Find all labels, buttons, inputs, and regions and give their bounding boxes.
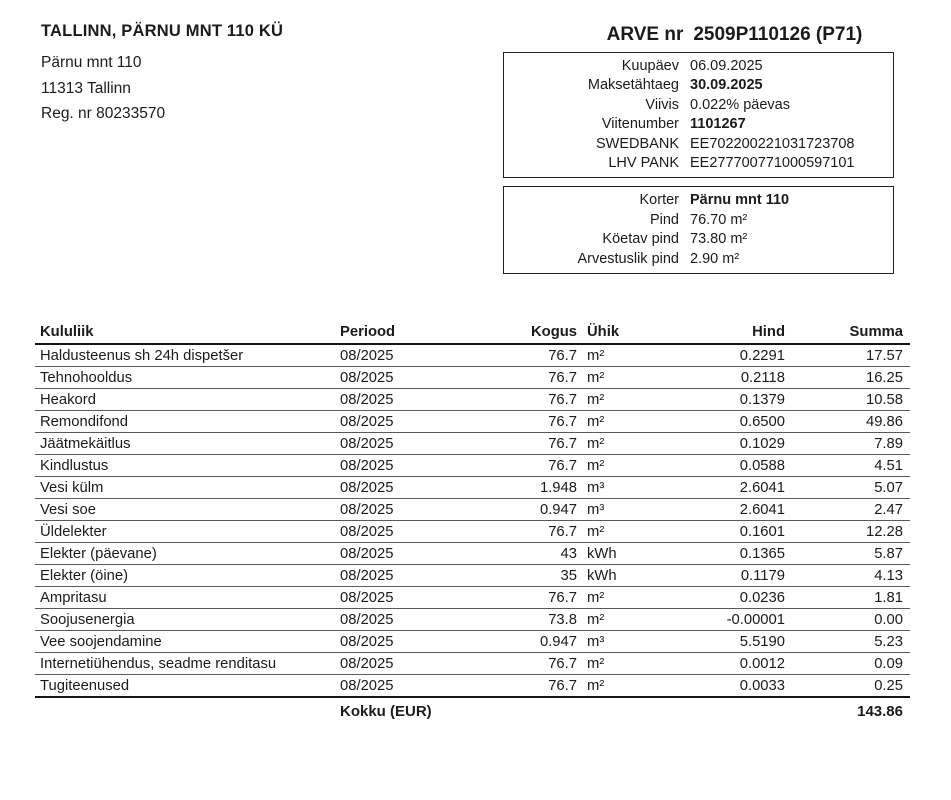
info-label: Viitenumber: [601, 116, 679, 133]
column-header-hind: Hind: [752, 324, 785, 340]
table-row: [35, 367, 910, 389]
cell-summa: 0.25: [874, 677, 903, 694]
table-row: [35, 411, 910, 433]
cell-summa: 5.87: [874, 545, 903, 562]
cell-kogus: 76.7: [548, 589, 577, 606]
table-row: [35, 345, 910, 367]
info-label: Köetav pind: [602, 231, 679, 248]
column-header-kogus: Kogus: [530, 324, 577, 340]
cell-kogus: 76.7: [548, 655, 577, 672]
table-row: [35, 389, 910, 411]
cell-kogus: 0.947: [539, 501, 577, 518]
column-header-summa: Summa: [849, 324, 903, 340]
cell-periood: 08/2025: [340, 523, 394, 540]
info-row: [512, 211, 885, 230]
cell-hind: 0.2118: [740, 369, 785, 386]
info-label: Viivis: [645, 96, 679, 113]
cell-uhik: m²: [587, 655, 605, 672]
cell-periood: 08/2025: [340, 369, 394, 386]
cell-summa: 10.58: [865, 391, 903, 408]
invoice-info-box: [503, 52, 894, 178]
cell-uhik: m³: [587, 501, 605, 518]
apartment-info-box: [503, 186, 894, 274]
cell-periood: 08/2025: [340, 655, 394, 672]
table-row: [35, 675, 910, 696]
cell-kululiik: Vesi külm: [40, 479, 104, 496]
cell-kogus: 76.7: [548, 347, 577, 364]
cell-periood: 08/2025: [340, 457, 394, 474]
cell-kululiik: Internetiühendus, seadme renditasu: [40, 655, 277, 672]
table-row: [35, 455, 910, 477]
info-row: [512, 250, 885, 269]
cell-kogus: 0.947: [539, 633, 577, 650]
invoice-title: [503, 24, 894, 46]
cell-periood: 08/2025: [340, 545, 394, 562]
total-spacer: [35, 703, 340, 720]
cell-summa: 5.07: [874, 479, 903, 496]
cell-periood: 08/2025: [340, 501, 394, 518]
info-row: [512, 230, 885, 249]
total-row: [35, 698, 910, 720]
cell-kululiik: Tehnohooldus: [40, 369, 133, 386]
cell-uhik: m²: [587, 457, 605, 474]
info-value: 76.70 m²: [690, 211, 748, 228]
cell-kogus: 76.7: [548, 413, 577, 430]
charges-table-body: [35, 345, 910, 698]
cell-summa: 5.23: [874, 633, 903, 650]
cell-hind: 0.1379: [739, 391, 785, 408]
table-row: [35, 631, 910, 653]
cell-kululiik: Remondifond: [40, 413, 129, 430]
cell-uhik: m²: [587, 589, 605, 606]
cell-summa: 4.13: [874, 567, 903, 584]
cell-uhik: m²: [587, 369, 605, 386]
sender-name: TALLINN, PÄRNU MNT 110 KÜ: [41, 22, 284, 40]
info-value: EE702200221031723708: [690, 135, 855, 152]
info-value: Pärnu mnt 110: [690, 192, 790, 209]
cell-kululiik: Vee soojendamine: [40, 633, 162, 650]
cell-uhik: kWh: [587, 545, 617, 562]
table-row: [35, 587, 910, 609]
cell-periood: 08/2025: [340, 347, 394, 364]
cell-summa: 16.25: [865, 369, 903, 386]
cell-uhik: m³: [587, 479, 605, 496]
charges-table: [35, 324, 910, 720]
table-row: [35, 653, 910, 675]
cell-periood: 08/2025: [340, 589, 394, 606]
cell-summa: 2.47: [874, 501, 903, 518]
cell-hind: 0.0012: [739, 655, 785, 672]
cell-hind: 0.1179: [740, 567, 785, 584]
info-row: [512, 154, 885, 173]
cell-kululiik: Jäätmekäitlus: [40, 435, 131, 452]
sender-city: 11313 Tallinn: [41, 79, 131, 97]
column-header-periood: Periood: [340, 324, 396, 340]
cell-hind: 0.0588: [739, 457, 785, 474]
sender-reg-number: Reg. nr 80233570: [41, 105, 166, 122]
cell-kululiik: Kindlustus: [40, 457, 109, 474]
cell-kululiik: Ampritasu: [40, 589, 107, 606]
sender-block: [41, 22, 283, 127]
cell-kogus: 76.7: [548, 369, 577, 386]
cell-hind: 2.6041: [739, 479, 785, 496]
cell-summa: 7.89: [874, 435, 903, 452]
cell-kululiik: Elekter (öine): [40, 567, 128, 584]
cell-periood: 08/2025: [340, 611, 394, 628]
cell-periood: 08/2025: [340, 633, 394, 650]
cell-kogus: 76.7: [548, 391, 577, 408]
total-value: 143.86: [857, 703, 903, 720]
info-value: 2.90 m²: [690, 250, 740, 267]
cell-uhik: m²: [587, 523, 605, 540]
table-row: [35, 433, 910, 455]
cell-uhik: m²: [587, 413, 605, 430]
cell-kululiik: Tugiteenused: [40, 677, 130, 694]
cell-kululiik: Üldelekter: [40, 523, 107, 540]
cell-kogus: 76.7: [548, 435, 577, 452]
cell-periood: 08/2025: [340, 479, 394, 496]
cell-kululiik: Elekter (päevane): [40, 545, 157, 562]
info-label: Kuupäev: [621, 58, 679, 74]
cell-summa: 4.51: [874, 457, 903, 474]
table-row: [35, 499, 910, 521]
cell-kogus: 35: [560, 567, 577, 584]
info-value: 06.09.2025: [690, 58, 763, 74]
info-label: Korter: [639, 192, 679, 209]
table-row: [35, 543, 910, 565]
cell-periood: 08/2025: [340, 567, 394, 584]
cell-hind: 0.1365: [739, 545, 785, 562]
info-row: [512, 191, 885, 210]
table-row: [35, 521, 910, 543]
cell-summa: 1.81: [874, 589, 903, 606]
table-row: [35, 477, 910, 499]
cell-hind: 0.6500: [739, 413, 785, 430]
info-label: Arvestuslik pind: [577, 250, 679, 267]
info-label: Maksetähtaeg: [587, 77, 679, 94]
cell-hind: 0.1601: [739, 523, 785, 540]
cell-summa: 0.00: [874, 611, 903, 628]
cell-hind: 5.5190: [739, 633, 785, 650]
cell-periood: 08/2025: [340, 413, 394, 430]
total-label: Kokku (EUR): [340, 703, 432, 720]
table-row: [35, 609, 910, 631]
info-label: LHV PANK: [608, 155, 679, 172]
cell-summa: 0.09: [874, 655, 903, 672]
info-value: 73.80 m²: [690, 231, 748, 248]
cell-summa: 49.86: [865, 413, 903, 430]
cell-periood: 08/2025: [340, 391, 394, 408]
cell-kogus: 76.7: [548, 523, 577, 540]
cell-hind: -0.00001: [726, 611, 785, 628]
info-row: [512, 76, 885, 95]
cell-kululiik: Haldusteenus sh 24h dispetšer: [40, 347, 244, 364]
invoice-number: 2509P110126 (P71): [693, 24, 863, 45]
invoice-title-label: ARVE nr: [606, 24, 684, 45]
info-label: SWEDBANK: [596, 135, 679, 152]
cell-uhik: m²: [587, 677, 605, 694]
table-row: [35, 565, 910, 587]
cell-periood: 08/2025: [340, 677, 394, 694]
cell-uhik: m²: [587, 435, 605, 452]
cell-uhik: m³: [587, 633, 605, 650]
info-label: Pind: [649, 211, 679, 228]
invoice-header-column: [503, 24, 894, 274]
cell-uhik: kWh: [587, 567, 617, 584]
cell-uhik: m²: [587, 347, 605, 364]
column-header-kululiik: Kululiik: [40, 324, 94, 340]
cell-kululiik: Soojusenergia: [40, 611, 135, 628]
info-row: [512, 115, 885, 134]
charges-table-header: [35, 324, 910, 345]
info-row: [512, 135, 885, 154]
cell-uhik: m²: [587, 391, 605, 408]
cell-hind: 0.2291: [739, 347, 785, 364]
info-value: EE277700771000597101: [690, 155, 855, 172]
cell-hind: 0.0236: [739, 589, 785, 606]
cell-kogus: 1.948: [539, 479, 577, 496]
cell-periood: 08/2025: [340, 435, 394, 452]
cell-summa: 17.57: [865, 347, 903, 364]
cell-kululiik: Vesi soe: [40, 501, 96, 518]
cell-kogus: 43: [560, 545, 577, 562]
cell-kogus: 76.7: [548, 677, 577, 694]
cell-summa: 12.28: [865, 523, 903, 540]
cell-hind: 2.6041: [739, 501, 785, 518]
cell-kogus: 76.7: [548, 457, 577, 474]
cell-uhik: m²: [587, 611, 605, 628]
info-value: 0.022% päevas: [690, 96, 790, 113]
info-value: 1101267: [690, 116, 746, 133]
sender-street: Pärnu mnt 110: [41, 54, 142, 71]
info-row: [512, 96, 885, 115]
cell-kululiik: Heakord: [40, 391, 96, 408]
cell-hind: 0.0033: [739, 677, 785, 694]
info-value: 30.09.2025: [690, 77, 763, 94]
cell-hind: 0.1029: [739, 435, 785, 452]
info-row: [512, 57, 885, 76]
cell-kogus: 73.8: [548, 611, 577, 628]
column-header-uhik: Ühik: [587, 324, 620, 340]
